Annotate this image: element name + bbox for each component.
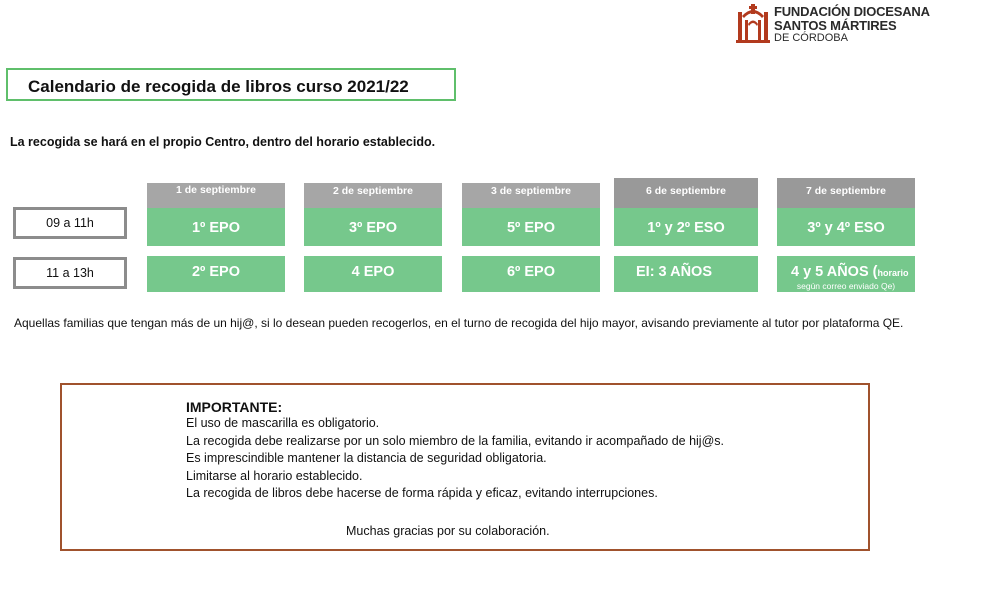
schedule-cell: 4 EPO: [304, 256, 442, 292]
important-content: [186, 399, 724, 503]
schedule-cell: EI: 3 AÑOS: [614, 256, 758, 292]
schedule-cell: 3º y 4º ESO: [777, 208, 915, 246]
time-slot-label: 11 a 13h: [13, 257, 127, 289]
schedule-cell: 2º EPO: [147, 256, 285, 292]
important-heading: IMPORTANTE:: [186, 399, 283, 415]
schedule-cell: 1º EPO: [147, 208, 285, 246]
important-line: El uso de mascarilla es obligatorio.: [186, 416, 380, 430]
time-slot-label: 09 a 11h: [13, 207, 127, 239]
subtitle: La recogida se hará en el propio Centro, dentro del horario establecido.: [10, 135, 436, 149]
schedule-cell: 5º EPO: [462, 208, 600, 246]
family-note: Aquellas familias que tengan más de un hij@, si lo desean pueden recogerlos, en el turno de recogida del hijo mayor, avisando previamente al tutor por plataforma QE.: [14, 316, 904, 330]
cell-main-text: 4 y 5 AÑOS (: [791, 264, 878, 280]
schedule-cell: [777, 256, 915, 292]
day-header: 7 de septiembre: [777, 178, 915, 208]
logo-line-1: FUNDACIÓN DIOCESANA: [774, 4, 930, 19]
page-title: Calendario de recogida de libros curso 2021/22: [28, 77, 409, 96]
important-line: La recogida debe realizarse por un solo miembro de la familia, evitando ir acompañado de hij@s.: [186, 433, 724, 448]
day-header: 2 de septiembre: [304, 183, 442, 208]
cell-small-text: horario: [877, 268, 909, 278]
logo-line-3: DE CÓRDOBA: [774, 32, 848, 44]
schedule-cell: 3º EPO: [304, 208, 442, 246]
cell-footnote: según correo enviado Qe): [796, 281, 896, 291]
important-line: La recogida de libros debe hacerse de forma rápida y eficaz, evitando interrupciones.: [186, 486, 658, 500]
logo-line-2: SANTOS MÁRTIRES: [774, 18, 897, 33]
important-line: Limitarse al horario establecido.: [186, 468, 363, 483]
schedule-cell: 1º y 2º ESO: [614, 208, 758, 246]
title-box: [6, 68, 456, 101]
foundation-logo: [736, 0, 956, 48]
important-line: Es imprescindible mantener la distancia de seguridad obligatoria.: [186, 451, 547, 465]
day-header: 1 de septiembre: [147, 183, 285, 208]
day-header: 3 de septiembre: [462, 183, 600, 208]
important-box: [60, 383, 870, 551]
thanks-message: Muchas gracias por su colaboración.: [346, 524, 550, 538]
schedule-cell: 6º EPO: [462, 256, 600, 292]
day-header: 6 de septiembre: [614, 178, 758, 208]
cathedral-logo-icon: [736, 2, 770, 44]
